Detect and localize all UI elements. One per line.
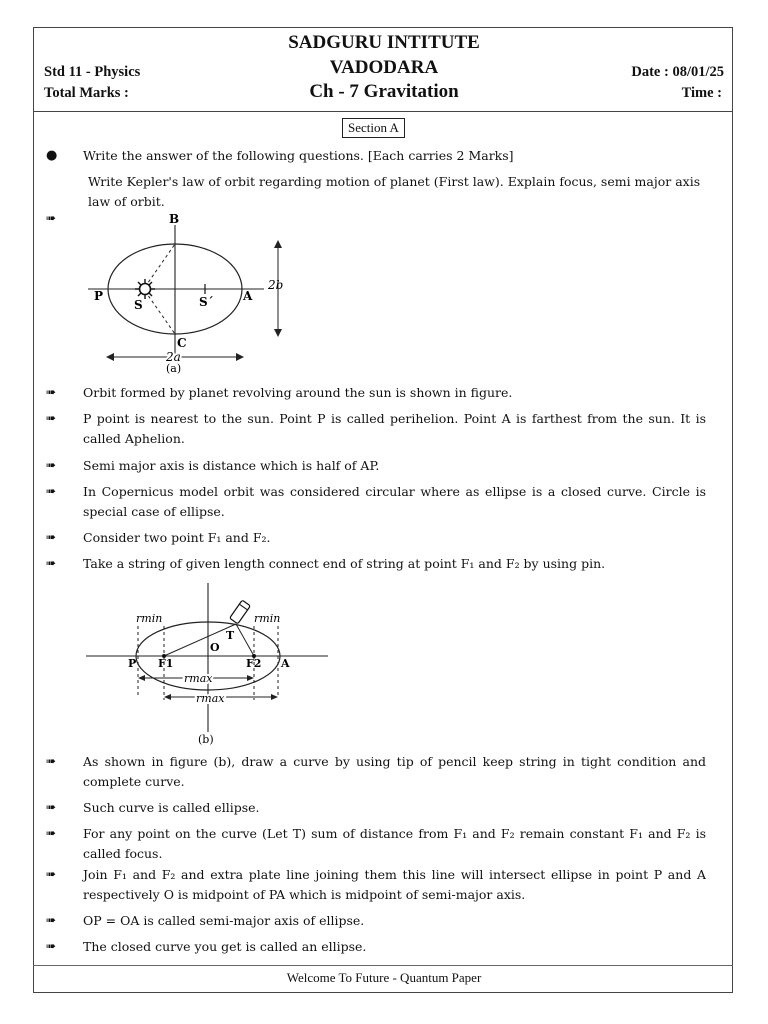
list-item-text: Take a string of given length connect end of string at point F₁ and F₂ by using pin. xyxy=(83,556,606,571)
label-f1: F1 xyxy=(158,657,174,670)
standard-label: Std 11 - Physics xyxy=(44,64,141,80)
instruction-text: Write the answer of the following questions. [Each carries 2 Marks] xyxy=(83,148,514,163)
arrow-bullet-icon: ➠ xyxy=(46,530,57,544)
label-2a: 2a xyxy=(166,350,181,364)
arrow-bullet-icon: ➠ xyxy=(46,754,57,768)
label-o: O xyxy=(210,641,220,654)
page-footer: Welcome To Future - Quantum Paper xyxy=(286,970,482,985)
list-item-text: Semi major axis is distance which is half of AP. xyxy=(83,458,380,473)
footer-divider xyxy=(33,965,733,966)
label-p: P xyxy=(128,657,137,670)
arrow-bullet-icon: ➠ xyxy=(46,556,57,570)
arrow-bullet-icon: ➠ xyxy=(46,913,57,927)
label-rmax-lower: rmax xyxy=(196,692,225,705)
list-item-text: In Copernicus model orbit was considered circular where as ellipse is a closed curve. Circle is special case of ellipse. xyxy=(83,484,706,519)
chapter-title: Ch - 7 Gravitation xyxy=(309,81,459,102)
total-marks-label: Total Marks : xyxy=(44,85,129,101)
label-a: A xyxy=(243,289,253,303)
institute-name: SADGURU INTITUTE xyxy=(288,32,480,53)
label-2b: 2b xyxy=(268,278,284,292)
figure-b-ellipse-construction xyxy=(82,578,332,748)
figure-a-caption: (a) xyxy=(166,362,182,375)
list-item-text: Orbit formed by planet revolving around the sun is shown in figure. xyxy=(83,385,513,400)
arrow-bullet-icon: ➠ xyxy=(46,211,57,225)
institute-city: VADODARA xyxy=(329,57,439,78)
figure-a-orbit-diagram xyxy=(82,210,302,378)
label-rmin-left: rmin xyxy=(136,612,163,625)
figure-b-caption: (b) xyxy=(198,733,214,746)
list-item-text: Join F₁ and F₂ and extra plate line joining them this line will intersect ellipse in point P and A respectively O is midpoint of PA which is midpoint of semi-major axis. xyxy=(83,867,706,902)
arrow-bullet-icon: ➠ xyxy=(46,411,57,425)
list-item-text: As shown in figure (b), draw a curve by using tip of pencil keep string in tight condition and complete curve. xyxy=(83,754,706,789)
arrow-bullet-icon: ➠ xyxy=(46,484,57,498)
arrow-bullet-icon: ➠ xyxy=(46,385,57,399)
arrow-bullet-icon: ➠ xyxy=(46,939,57,953)
date-label: Date : 08/01/25 xyxy=(631,64,724,80)
label-a: A xyxy=(281,657,290,670)
arrow-bullet-icon: ➠ xyxy=(46,867,57,881)
label-b: B xyxy=(169,212,180,226)
bullet-icon: ● xyxy=(46,148,58,163)
list-item-text: P point is nearest to the sun. Point P is called perihelion. Point A is farthest from the sun. It is called Aphelion. xyxy=(83,411,706,446)
list-item-text: Consider two point F₁ and F₂. xyxy=(83,530,271,545)
label-t: T xyxy=(226,629,235,642)
label-p: P xyxy=(94,289,104,303)
time-label: Time : xyxy=(681,85,722,101)
list-item-text: The closed curve you get is called an ellipse. xyxy=(83,939,367,954)
label-rmax-upper: rmax xyxy=(184,672,213,685)
label-f2: F2 xyxy=(246,657,262,670)
section-label: Section A xyxy=(342,118,405,138)
list-item-text: For any point on the curve (Let T) sum of distance from F₁ and F₂ remain constant F₁ and F₂ is called focus. xyxy=(83,826,706,861)
arrow-bullet-icon: ➠ xyxy=(46,826,57,840)
label-s-prime: S´ xyxy=(199,295,214,309)
list-item-text: OP = OA is called semi-major axis of ellipse. xyxy=(83,913,365,928)
list-item-text: Such curve is called ellipse. xyxy=(83,800,260,815)
arrow-bullet-icon: ➠ xyxy=(46,800,57,814)
label-rmin-right: rmin xyxy=(254,612,281,625)
label-s: S xyxy=(134,298,143,312)
header-divider xyxy=(33,111,733,112)
label-c: C xyxy=(177,336,187,350)
arrow-bullet-icon: ➠ xyxy=(46,458,57,472)
question-text: Write Kepler's law of orbit regarding motion of planet (First law). Explain focus, semi major axis law of orbit. xyxy=(88,174,701,209)
